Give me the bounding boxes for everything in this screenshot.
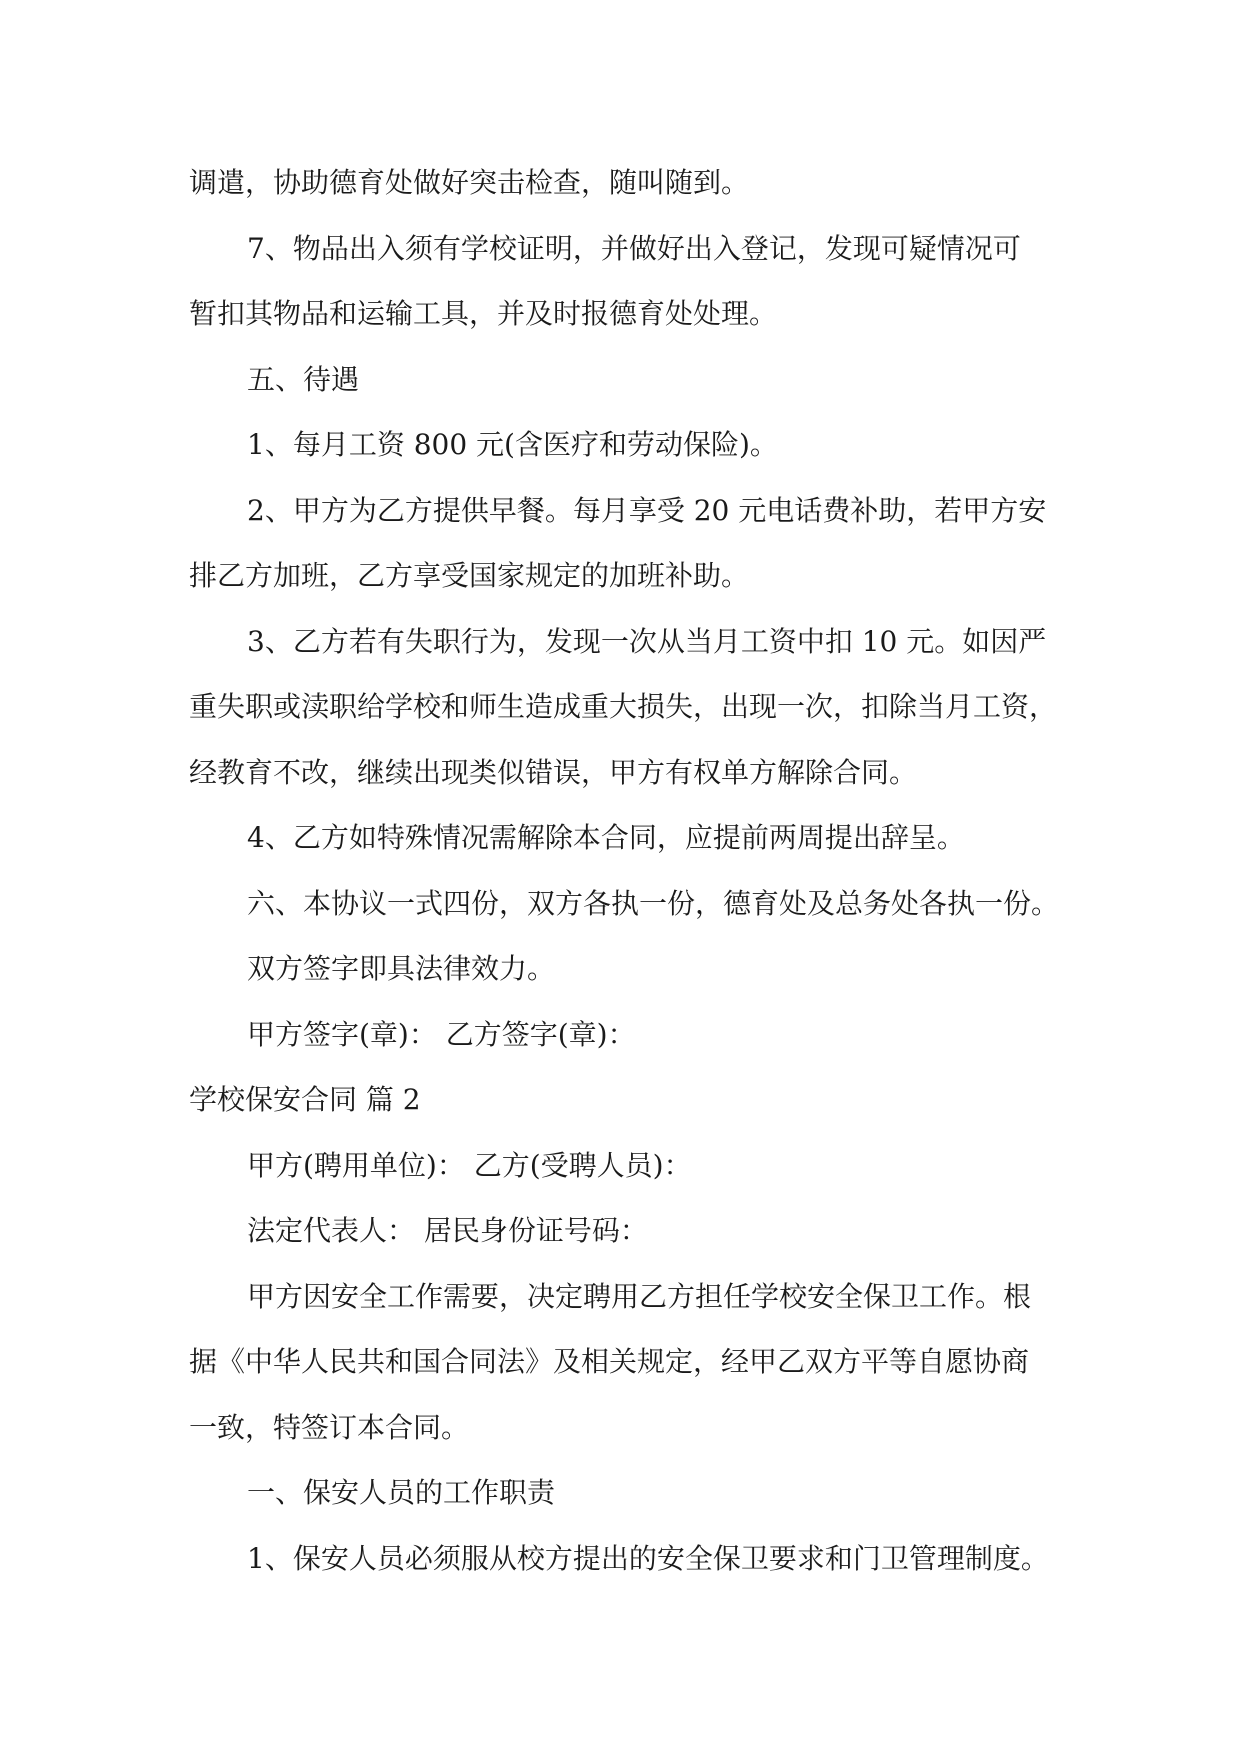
text-line: 4、乙方如特殊情况需解除本合同，应提前两周提出辞呈。 [247, 821, 965, 854]
text-line: 双方签字即具法律效力。 [247, 952, 556, 985]
text-line: 1、保安人员必须服从校方提出的安全保卫要求和门卫管理制度。 [247, 1541, 1049, 1575]
text-line: 据《中华人民共和国合同法》及相关规定，经甲乙双方平等自愿协商 [189, 1345, 1030, 1378]
text-line: 六、本协议一式四份，双方各执一份，德育处及总务处各执一份。 [247, 886, 1060, 920]
section-heading: 一、保安人员的工作职责 [247, 1476, 556, 1509]
text-line: 排乙方加班，乙方享受国家规定的加班补助。 [189, 559, 750, 592]
text-line: 2、甲方为乙方提供早餐。每月享受 20 元电话费补助，若甲方安 [247, 493, 1047, 527]
text-line: 暂扣其物品和运输工具，并及时报德育处处理。 [189, 297, 778, 330]
section-heading: 五、待遇 [247, 362, 360, 396]
text-line: 甲方因安全工作需要，决定聘用乙方担任学校安全保卫工作。根 [247, 1279, 1032, 1313]
text-line: 一致，特签订本合同。 [189, 1410, 470, 1444]
document-title: 学校保安合同 篇 2 [189, 1083, 421, 1116]
text-line: 重失职或渎职给学校和师生造成重大损失，出现一次，扣除当月工资， [189, 690, 1058, 723]
signature-line: 甲方签字(章)： 乙方签字(章)： [247, 1017, 636, 1051]
text-line: 7、物品出入须有学校证明，并做好出入登记，发现可疑情况可 [247, 231, 1021, 265]
document-body [189, 150, 1069, 1591]
text-line: 1、每月工资 800 元(含医疗和劳动保险)。 [247, 428, 778, 461]
party-line: 甲方(聘用单位)： 乙方(受聘人员)： [247, 1148, 692, 1182]
text-line: 调遣，协助德育处做好突击检查，随叫随到。 [189, 166, 750, 199]
text-line: 经教育不改，继续出现类似错误，甲方有权单方解除合同。 [189, 755, 918, 789]
party-line: 法定代表人： 居民身份证号码： [247, 1214, 648, 1247]
text-line: 3、乙方若有失职行为，发现一次从当月工资中扣 10 元。如因严 [247, 624, 1047, 658]
